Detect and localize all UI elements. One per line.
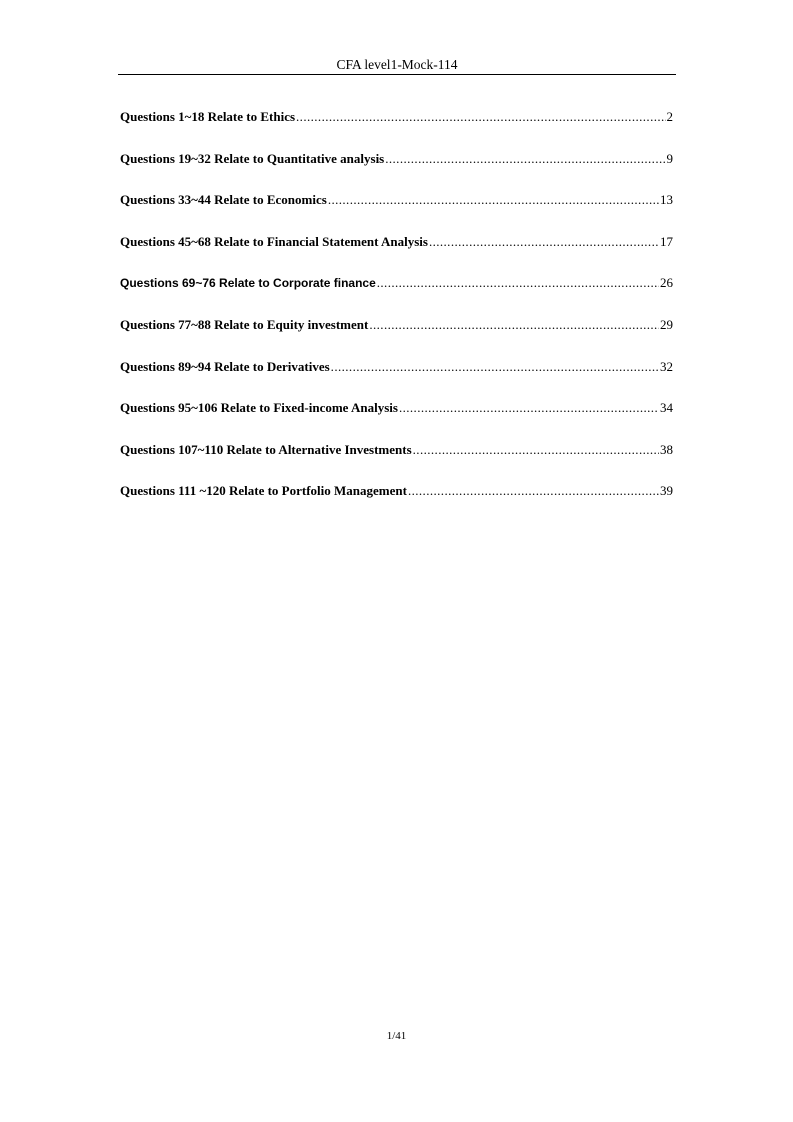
- toc-dot-leader: [408, 482, 659, 500]
- page-footer: [0, 1029, 793, 1043]
- toc-entry-ethics[interactable]: [120, 108, 673, 150]
- toc-entry-economics[interactable]: [120, 191, 673, 233]
- toc-entry-title[interactable]: Questions 33~44 Relate to Economics: [120, 192, 327, 208]
- toc-entry-title[interactable]: Questions 89~94 Relate to Derivatives: [120, 358, 330, 374]
- toc-entry-fixed-income-analysis[interactable]: [120, 399, 673, 441]
- toc-entry-title[interactable]: Questions 19~32 Relate to Quantitative analysis: [120, 150, 385, 166]
- toc-entry-portfolio-management[interactable]: [120, 482, 673, 524]
- toc-dot-leader: [385, 150, 665, 168]
- toc-entry-page[interactable]: 32: [660, 358, 673, 374]
- toc-entry-financial-statement-analysis[interactable]: [120, 233, 673, 275]
- page-header: [118, 56, 676, 75]
- toc-entry-title[interactable]: Questions 107~110 Relate to Alternative Investments: [120, 441, 412, 457]
- toc-entry-page[interactable]: 39: [660, 483, 673, 499]
- toc-entry-page[interactable]: 9: [666, 150, 673, 166]
- toc-entry-title[interactable]: Questions 1~18 Relate to Ethics: [120, 109, 296, 124]
- toc-dot-leader: [296, 108, 665, 126]
- toc-dot-leader: [369, 316, 659, 334]
- document-title: CFA level1-Mock-114: [336, 57, 458, 72]
- toc-dot-leader: [328, 191, 659, 209]
- toc-entry-page[interactable]: 38: [660, 441, 673, 457]
- toc-dot-leader: [377, 274, 659, 292]
- page-number: 1/41: [386, 1030, 407, 1042]
- toc-entry-page[interactable]: 34: [660, 400, 673, 416]
- toc-entry-corporate-finance[interactable]: [120, 274, 673, 316]
- toc-entry-title[interactable]: Questions 95~106 Relate to Fixed-income Analysis: [120, 400, 398, 416]
- toc-entry-quantitative-analysis[interactable]: [120, 150, 673, 192]
- toc-dot-leader: [331, 358, 659, 376]
- toc-entry-title[interactable]: Questions 69~76 Relate to Corporate finance: [120, 276, 376, 291]
- toc-dot-leader: [429, 233, 659, 251]
- toc-dot-leader: [399, 399, 659, 417]
- toc-entry-equity-investment[interactable]: [120, 316, 673, 358]
- toc-entry-title[interactable]: Questions 77~88 Relate to Equity investment: [120, 316, 369, 332]
- toc-entry-derivatives[interactable]: [120, 358, 673, 400]
- toc-entry-page[interactable]: 17: [660, 233, 673, 249]
- table-of-contents: [120, 108, 673, 524]
- toc-entry-page[interactable]: 26: [660, 275, 673, 291]
- toc-entry-page[interactable]: 29: [660, 316, 673, 332]
- toc-entry-alternative-investments[interactable]: [120, 441, 673, 483]
- toc-entry-title[interactable]: Questions 111 ~120 Relate to Portfolio Management: [120, 483, 407, 499]
- toc-entry-page[interactable]: 2: [666, 109, 673, 124]
- toc-entry-title[interactable]: Questions 45~68 Relate to Financial Statement Analysis: [120, 233, 428, 249]
- toc-entry-page[interactable]: 13: [660, 192, 673, 208]
- toc-dot-leader: [413, 441, 659, 459]
